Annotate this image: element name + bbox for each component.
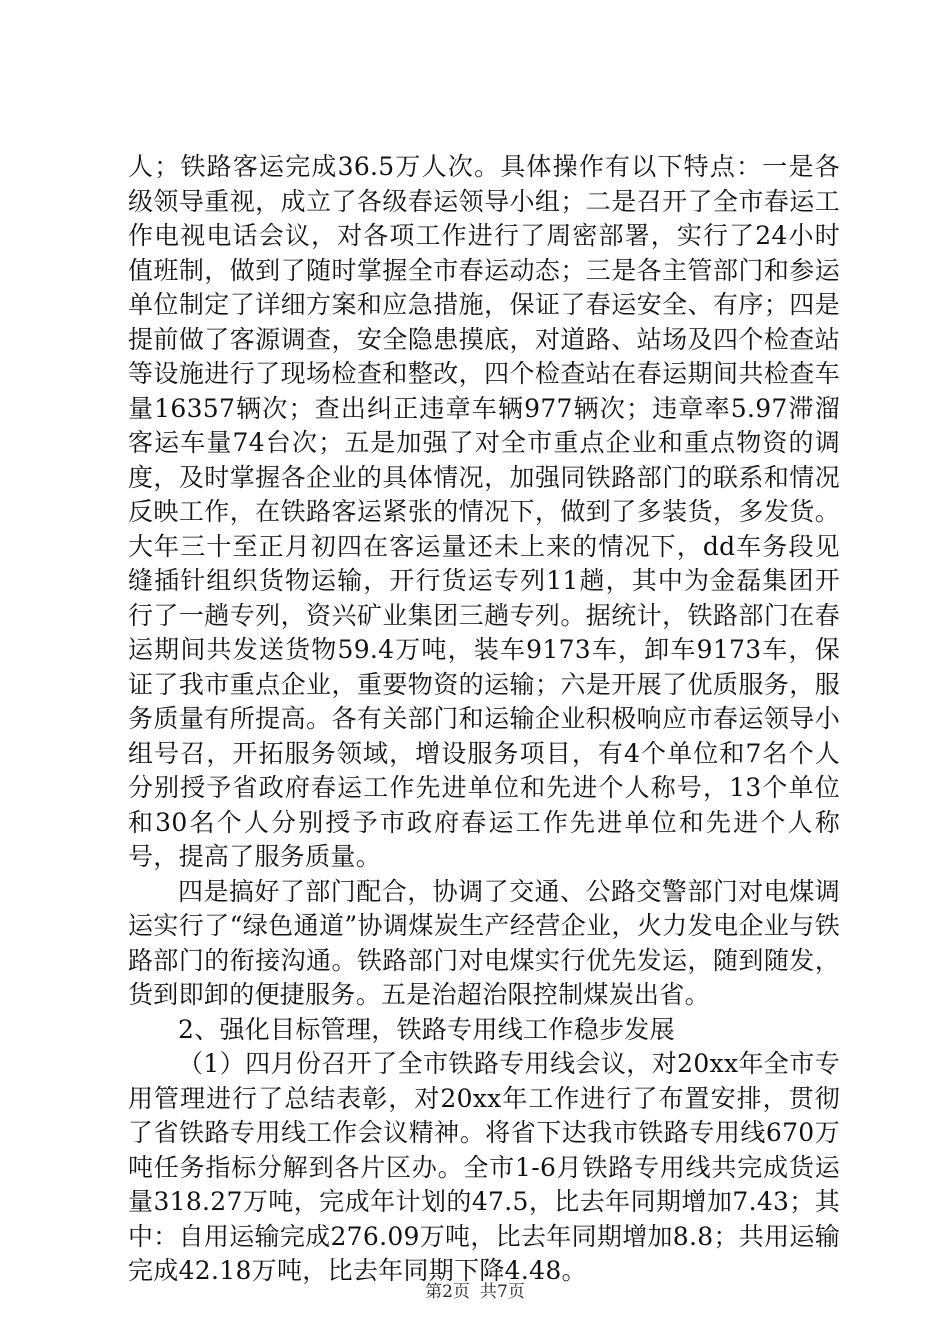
page-number: 第2页 [425,1282,470,1302]
page-footer [0,1277,950,1302]
page-total: 共7页 [480,1282,525,1302]
document-body [128,150,840,1289]
paragraph-spring-transport: 人；铁路客运完成36.5万人次。具体操作有以下特点：一是各级领导重视，成立了各级春运领导小组；二是召开了全市春运工作电视电话会议，对各项工作进行了周密部署，实行了24小时值班制，做到了随时掌握全市春运动态；三是各主管部门和参运单位制定了详细方案和应急措施，保证了春运安全、有序；四是提前做了客源调查，安全隐患摸底，对道路、站场及四个检查站等设施进行了现场检查和整改，四个检查站在春运期间共检查车量16357辆次；查出纠正违章车辆977辆次；违章率5.97滞溜客运车量74台次；五是加强了对全市重点企业和重点物资的调度，及时掌握各企业的具体情况，加强同铁路部门的联系和情况反映工作，在铁路客运紧张的情况下，做到了多装货，多发货。大年三十至正月初四在客运量还未上来的情况下，dd车务段见缝插针组织货物运输，开行货运专列11趟，其中为金磊集团开行了一趟专列，资兴矿业集团三趟专列。据统计，铁路部门在春运期间共发送货物59.4万吨，装车9173车，卸车9173车，保证了我市重点企业，重要物资的运输；六是开展了优质服务，服务质量有所提高。各有关部门和运输企业积极响应市春运领导小组号召，开拓服务领域，增设服务项目，有4个单位和7名个人分别授予省政府春运工作先进单位和先进个人称号，13个单位和30名个人分别授予市政府春运工作先进单位和先进个人称号，提高了服务质量。 [128,152,840,871]
paragraph-rail-siding-meeting: （1）四月份召开了全市铁路专用线会议，对20xx年全市专用管理进行了总结表彰，对20xx年工作进行了布置安排，贯彻了省铁路专用线工作会议精神。将省下达我市铁路专用线670万吨任务指标分解到各片区办。全市1-6月铁路专用线共完成货运量318.27万吨，完成年计划的47.5，比去年同期增加7.43；其中：自用运输完成276.09万吨，比去年同期增加8.8；共用运输完成42.18万吨，比去年同期下降4.48。 [128,1049,840,1285]
paragraph-department-coordination: 四是搞好了部门配合，协调了交通、公路交警部门对电煤调运实行了“绿色通道”协调煤炭生产经营企业，火力发电企业与铁路部门的衔接沟通。铁路部门对电煤实行优先发运，随到随发，货到即卸的便捷服务。五是治超治限控制煤炭出省。 [128,876,840,1009]
section-heading-rail-siding: 2、强化目标管理，铁路专用线工作稳步发展 [178,1014,675,1044]
